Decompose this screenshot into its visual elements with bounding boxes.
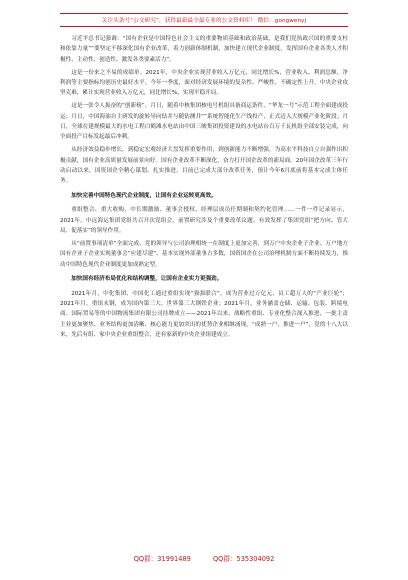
qq-group-2: QQ群：535304092 (212, 555, 275, 563)
paragraph: 从“前置事项清单”全面完成、党的领导与公司治理相统一在制度上更加完善，到万户中央企业子企业、万户地方国有企业子企业实现董事会“应建尽建”、基本实现外部董事占多数，国资国企在公司治理机制方面不断持续发力，推动中国特色现代企业制度更加成熟定型。 (60, 240, 348, 268)
paragraph: 这是一张令人振奋的“创新榜”。月日，随着中核集团核电号机组具备商运条件，“华龙一号”示范工程全面建成投运；月日，中国海油自主研发的旋转导向钻井与随钻测井“”系统智能化生产线投产，正式迈入大规模产业化阶段；月日，全球在建规模最大的水电工程白鹤滩水电站由中国三峡集团投资建设的水电站台百万千瓦机组全部安装完成，向全面投产目标发起最后冲刺。 (60, 103, 348, 141)
paragraph: 习近平总书记强调：“国有企业是中国特色社会主义的重要物质基础和政治基础，是我们党执政兴国的重要支柱和依靠力量”“要坚定不移深化国有企业改革，着力创新体制机制，加快建立现代企业制度，发挥国有企业各类人才积极性、主动性、创造性，激发各类要素活力”。 (60, 36, 348, 63)
paragraph: 重组整合、重大收购、中长期激励、董事会授权、经理层成员任期制和契约化管理……一件一件记录显示，2021年，中远海运集团党组共召开次党组会，前置研究涉及个重要改革议题，有效发挥了集团党组“把方向、管大局、促落实”的领导作用。 (60, 207, 348, 235)
qq-group-1: QQ群：31991489 (133, 555, 191, 563)
header-banner: 关注头条号“公文研究”，获得最新最全最专业的公文资料库！ 微信：gongwenyj (101, 18, 307, 24)
section-heading: 加快国有经济布局优化和结构调整，让国有企业实力更强劲。 (71, 276, 223, 283)
footer-contact (0, 553, 408, 563)
section-heading: 加快完善中国特色现代企业制度，让国有企业运转更高效。 (71, 192, 217, 199)
paragraph: 2021年月，中化集团、中国化工通过重组实现“强强联合”，成为营业过万亿元、员工超万人的“产业巨轮”；2021年月，重组未钢，成为国内第三大、世界第三大钢铁企业；2021年月，业务涵盖仓储、运输、包装、跨境电商、国际贸易等的中国物流集团有限公司挂牌成立——2021年以来，战略性重组、专业化整合深入推进，一批主责主业更加聚焦、业务结构更加清晰、核心能力更加突出的优势企业相继涌现。“成熟一户、推进一户”，党的十八大以来，先后有组、家中央企业重组整合，还有家新的中央企业组建成立。 (60, 290, 348, 339)
banner-bottom-rule (60, 26, 348, 27)
paragraph: 这是一份来之不易的成绩单。2021年，中央企业实现营业收入万亿元，同比增长%，营业收入、利润总额、净利润等主要指标均创历史最好水平。今年一季度，面对经济发展环境的复杂性、严峻性、不确定性上升，中央企业攻坚克难，累计实现营业收入万亿元，同比增长%，实现平稳开局。 (60, 69, 348, 97)
paragraph: 从经济效益稳步增长，到稳定宏观经济大盘发挥重要作用，到创新能力不断增强，为高水平科技自立自强作出积极贡献，国有企业高质量发展前景向好。国有企业改革不断深化，奋力打开国企改革的新局面。20年国企改革三年行动启动以来，国资国企全精心谋划、扎实推进，目前已完成大部分改革任务，预计今年6月底前将基本完成主体任务。 (60, 147, 348, 185)
banner-top-rule (60, 13, 348, 14)
document-body (60, 34, 348, 343)
